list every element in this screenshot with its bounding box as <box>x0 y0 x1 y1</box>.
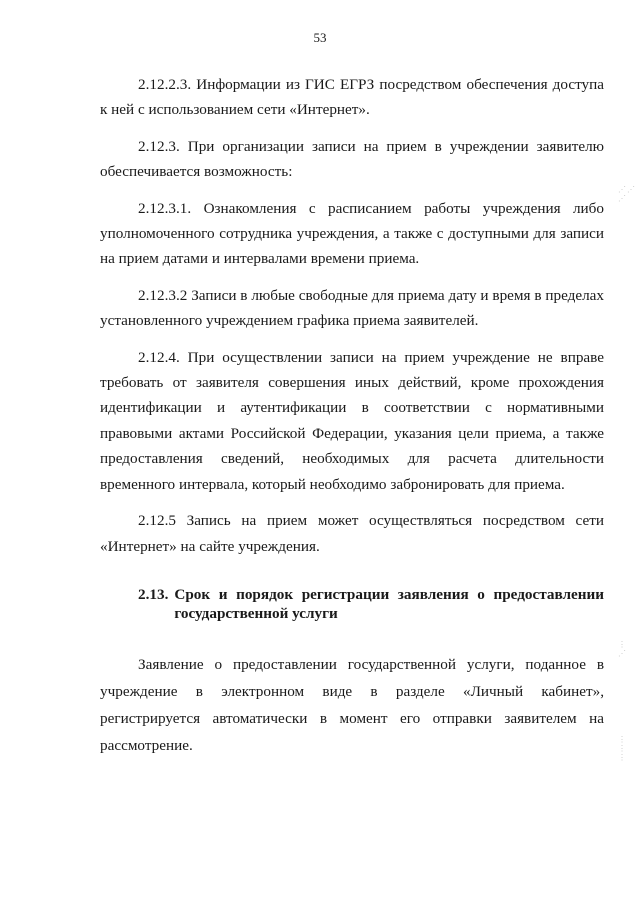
paragraph-2-12-2-3: 2.12.2.3. Информации из ГИС ЕГРЗ посредством обеспечения доступа к ней с использованием сети «Интернет». <box>100 76 604 119</box>
paragraph-2-12-3-2: 2.12.3.2 Записи в любые свободные для приема дату и время в пределах установленного учреждением графика приема заявителей. <box>100 286 604 330</box>
scan-artifact: ⋰⋰ ⋰ <box>618 185 636 203</box>
paragraph-2-12-5: 2.12.5 Запись на прием может осуществляться посредством сети «Интернет» на сайте учреждения. <box>100 512 604 555</box>
scan-artifact: ⋮ ⋰ <box>618 640 627 658</box>
paragraph-2-12-4: 2.12.4. При осуществлении записи на прием учреждение не вправе требовать от заявителя совершения иных действий, кроме прохождения идентификации и аутентификации в соответствии с нормативными правовыми актами Российской Федерации, указания цели приема, а также предоставления сведений, необходимых для расчета длительности временного интервала, который необходимо забронировать для приема. <box>100 348 604 493</box>
section-title: Срок и порядок регистрации заявления о предоставлении государственной услуги <box>174 585 604 622</box>
page-content <box>100 72 604 770</box>
paragraph-2-12-3: 2.12.3. При организации записи на прием в учреждении заявителю обеспечивается возможность: <box>100 137 604 181</box>
section-number: 2.13. <box>138 585 169 603</box>
paragraph-2-13-body: Заявление о предоставлении государственной услуги, поданное в учреждение в электронном виде в разделе «Личный кабинет», регистрируется автоматически в момент его отправки заявителем на рассмотрение. <box>100 655 604 754</box>
section-heading <box>100 585 604 623</box>
page-number: 53 <box>313 30 327 45</box>
scan-artifact: ⋮ ⋮ ⋮ <box>618 735 627 762</box>
paragraph-2-12-3-1: 2.12.3.1. Ознакомления с расписанием работы учреждения либо уполномоченного сотрудника учреждения, а также с доступными для записи на прием датами и интервалами времени приема. <box>100 199 604 268</box>
